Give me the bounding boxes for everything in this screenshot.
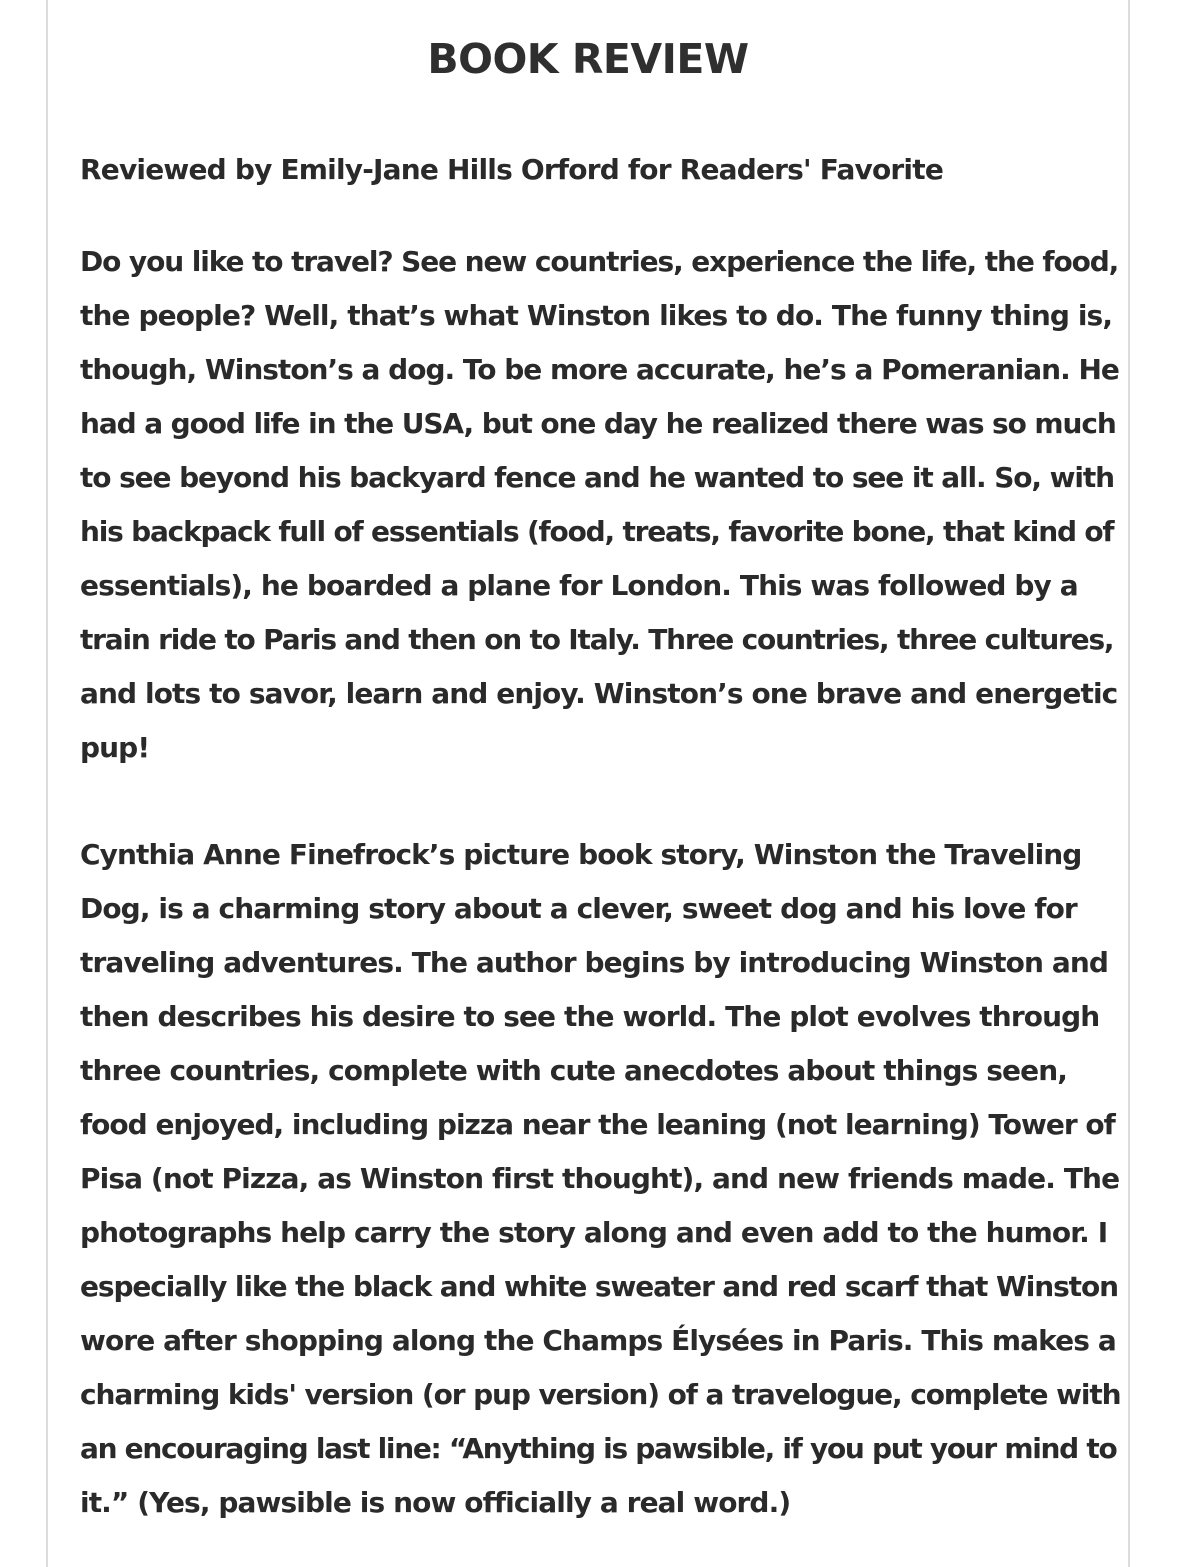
paragraph-line: it.” (Yes, pawsible is now officially a real word.) bbox=[80, 1486, 791, 1519]
page-title: BOOK REVIEW bbox=[427, 35, 749, 83]
paragraph-line: then describes his desire to see the world. The plot evolves through bbox=[80, 1000, 1100, 1033]
paragraph-line: charming kids' version (or pup version) of a travelogue, complete with bbox=[80, 1378, 1121, 1411]
paragraph-line: traveling adventures. The author begins by introducing Winston and bbox=[80, 946, 1109, 979]
paragraph-line: had a good life in the USA, but one day he realized there was so much bbox=[80, 407, 1116, 440]
paragraph-line: though, Winston’s a dog. To be more accurate, he’s a Pomeranian. He bbox=[80, 353, 1119, 386]
review-paragraph-2 bbox=[80, 828, 1120, 1530]
review-paragraph-1 bbox=[80, 235, 1120, 775]
paragraph-line: food enjoyed, including pizza near the leaning (not learning) Tower of bbox=[80, 1108, 1115, 1141]
review-byline: Reviewed by Emily-Jane Hills Orford for Readers' Favorite bbox=[80, 153, 944, 186]
paragraph-line: the people? Well, that’s what Winston likes to do. The funny thing is, bbox=[80, 299, 1113, 332]
paragraph-line: three countries, complete with cute anecdotes about things seen, bbox=[80, 1054, 1067, 1087]
paragraph-line: Cynthia Anne Finefrock’s picture book story, Winston the Traveling bbox=[80, 838, 1082, 871]
review-page bbox=[46, 0, 1130, 1567]
paragraph-line: especially like the black and white sweater and red scarf that Winston bbox=[80, 1270, 1118, 1303]
paragraph-line: pup! bbox=[80, 731, 150, 764]
paragraph-line: photographs help carry the story along and even add to the humor. I bbox=[80, 1216, 1108, 1249]
paragraph-line: Do you like to travel? See new countries, experience the life, the food, bbox=[80, 245, 1119, 278]
paragraph-line: an encouraging last line: “Anything is pawsible, if you put your mind to bbox=[80, 1432, 1117, 1465]
paragraph-line: Dog, is a charming story about a clever, sweet dog and his love for bbox=[80, 892, 1077, 925]
paragraph-line: essentials), he boarded a plane for London. This was followed by a bbox=[80, 569, 1078, 602]
paragraph-line: wore after shopping along the Champs Élysées in Paris. This makes a bbox=[80, 1324, 1116, 1357]
paragraph-line: train ride to Paris and then on to Italy. Three countries, three cultures, bbox=[80, 623, 1114, 656]
paragraph-line: and lots to savor, learn and enjoy. Winston’s one brave and energetic bbox=[80, 677, 1118, 710]
paragraph-line: Pisa (not Pizza, as Winston first thought), and new friends made. The bbox=[80, 1162, 1120, 1195]
paragraph-line: to see beyond his backyard fence and he wanted to see it all. So, with bbox=[80, 461, 1114, 494]
paragraph-line: his backpack full of essentials (food, treats, favorite bone, that kind of bbox=[80, 515, 1114, 548]
